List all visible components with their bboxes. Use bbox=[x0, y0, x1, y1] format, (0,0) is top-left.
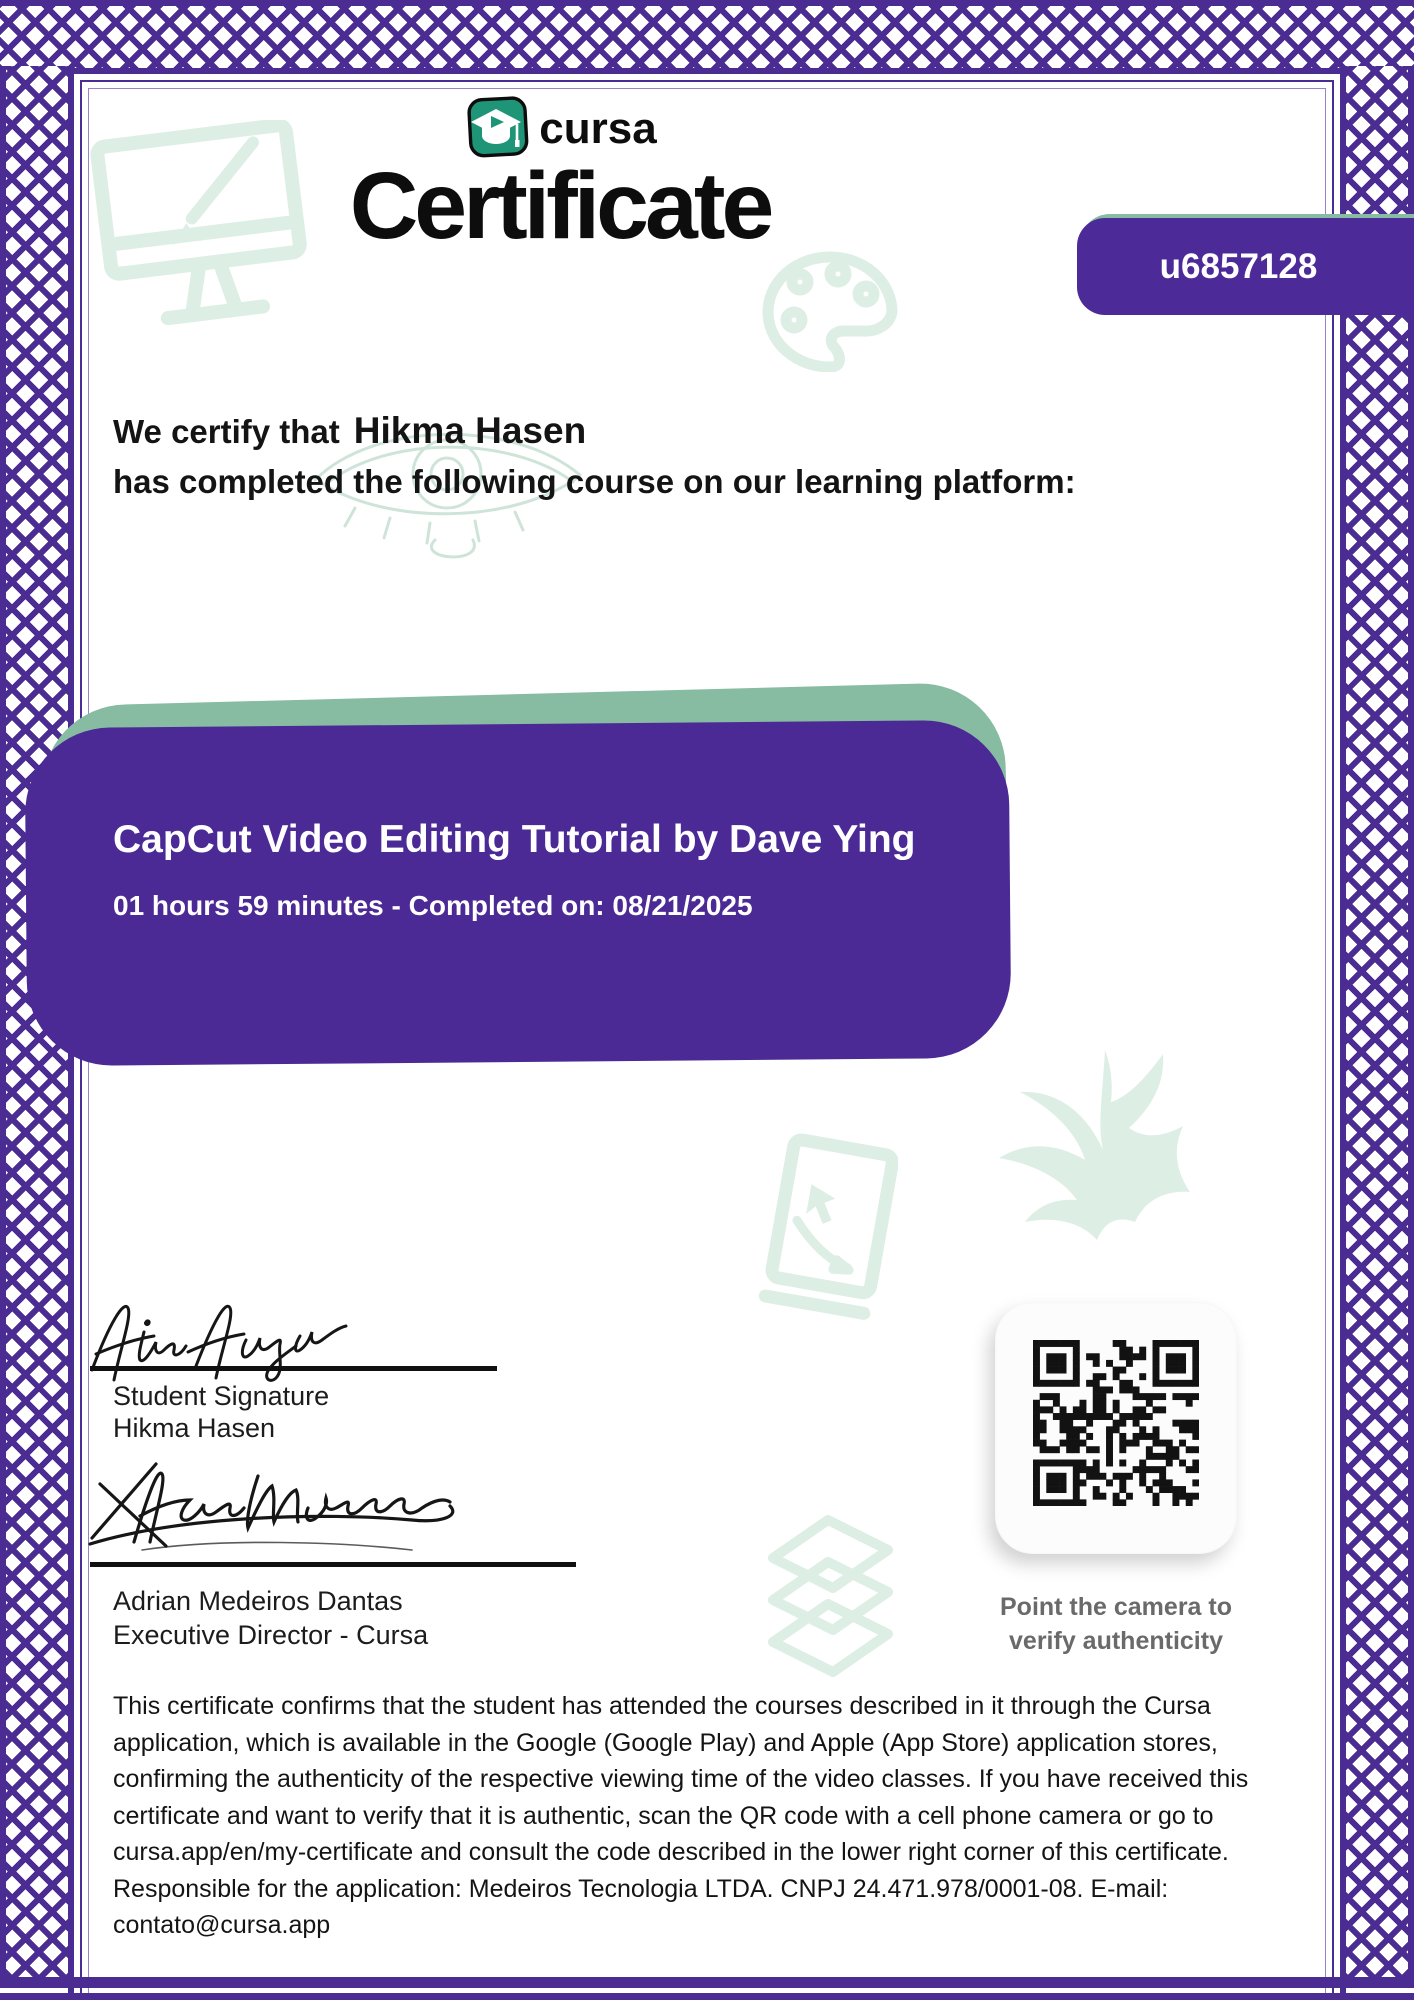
qr-code bbox=[1033, 1340, 1199, 1506]
footer-disclaimer: This certificate confirms that the student has attended the courses described in it through the Cursa application, which is available in the Google (Google Play) and Apple (App Store) application stores, confirming the authenticity of the respective viewing time of the video classes. If you have received this certificate and want to verify that it is authentic, scan the QR code with a cell phone camera or go to cursa.app/en/my-certificate and consult the code described in the lower right corner of this certificate. Responsible for the application: Medeiros Tecnologia LTDA. CNPJ 24.471.978/0001-08. E-mail: contato@cursa.app bbox=[113, 1692, 1249, 1939]
qr-card bbox=[995, 1302, 1237, 1554]
logo-wordmark: cursa bbox=[539, 104, 657, 153]
course-details: 01 hours 59 minutes - Completed on: 08/21/2025 bbox=[113, 890, 753, 921]
certify-line2: has completed the following course on our learning platform: bbox=[113, 463, 1076, 500]
certify-prefix: We certify that bbox=[113, 413, 340, 450]
qr-caption-line1: Point the camera to bbox=[1000, 1593, 1232, 1621]
border-pattern-right bbox=[1342, 66, 1414, 1977]
course-title: CapCut Video Editing Tutorial by Dave Ying bbox=[113, 818, 916, 861]
certificate-id: u6857128 bbox=[1159, 246, 1318, 286]
certificate-title: Certificate bbox=[349, 153, 771, 259]
student-signature-line bbox=[90, 1366, 497, 1371]
bottom-rule-thick bbox=[0, 1977, 1414, 1988]
director-title: Executive Director - Cursa bbox=[113, 1620, 429, 1650]
director-name: Adrian Medeiros Dantas bbox=[113, 1586, 403, 1616]
border-pattern-top bbox=[0, 0, 1414, 72]
student-signature-name: Hikma Hasen bbox=[113, 1413, 276, 1443]
certificate-id-badge bbox=[1077, 218, 1414, 315]
director-signature-line bbox=[90, 1562, 576, 1567]
director-signature-handwriting bbox=[82, 1446, 502, 1564]
certify-line bbox=[113, 410, 586, 452]
qr-caption-line2: verify authenticity bbox=[1009, 1627, 1223, 1655]
student-signature-label: Student Signature bbox=[113, 1381, 330, 1411]
qr-caption bbox=[960, 1590, 1272, 1658]
bottom-rule-thin bbox=[0, 1993, 1414, 2000]
student-name: Hikma Hasen bbox=[353, 410, 587, 451]
